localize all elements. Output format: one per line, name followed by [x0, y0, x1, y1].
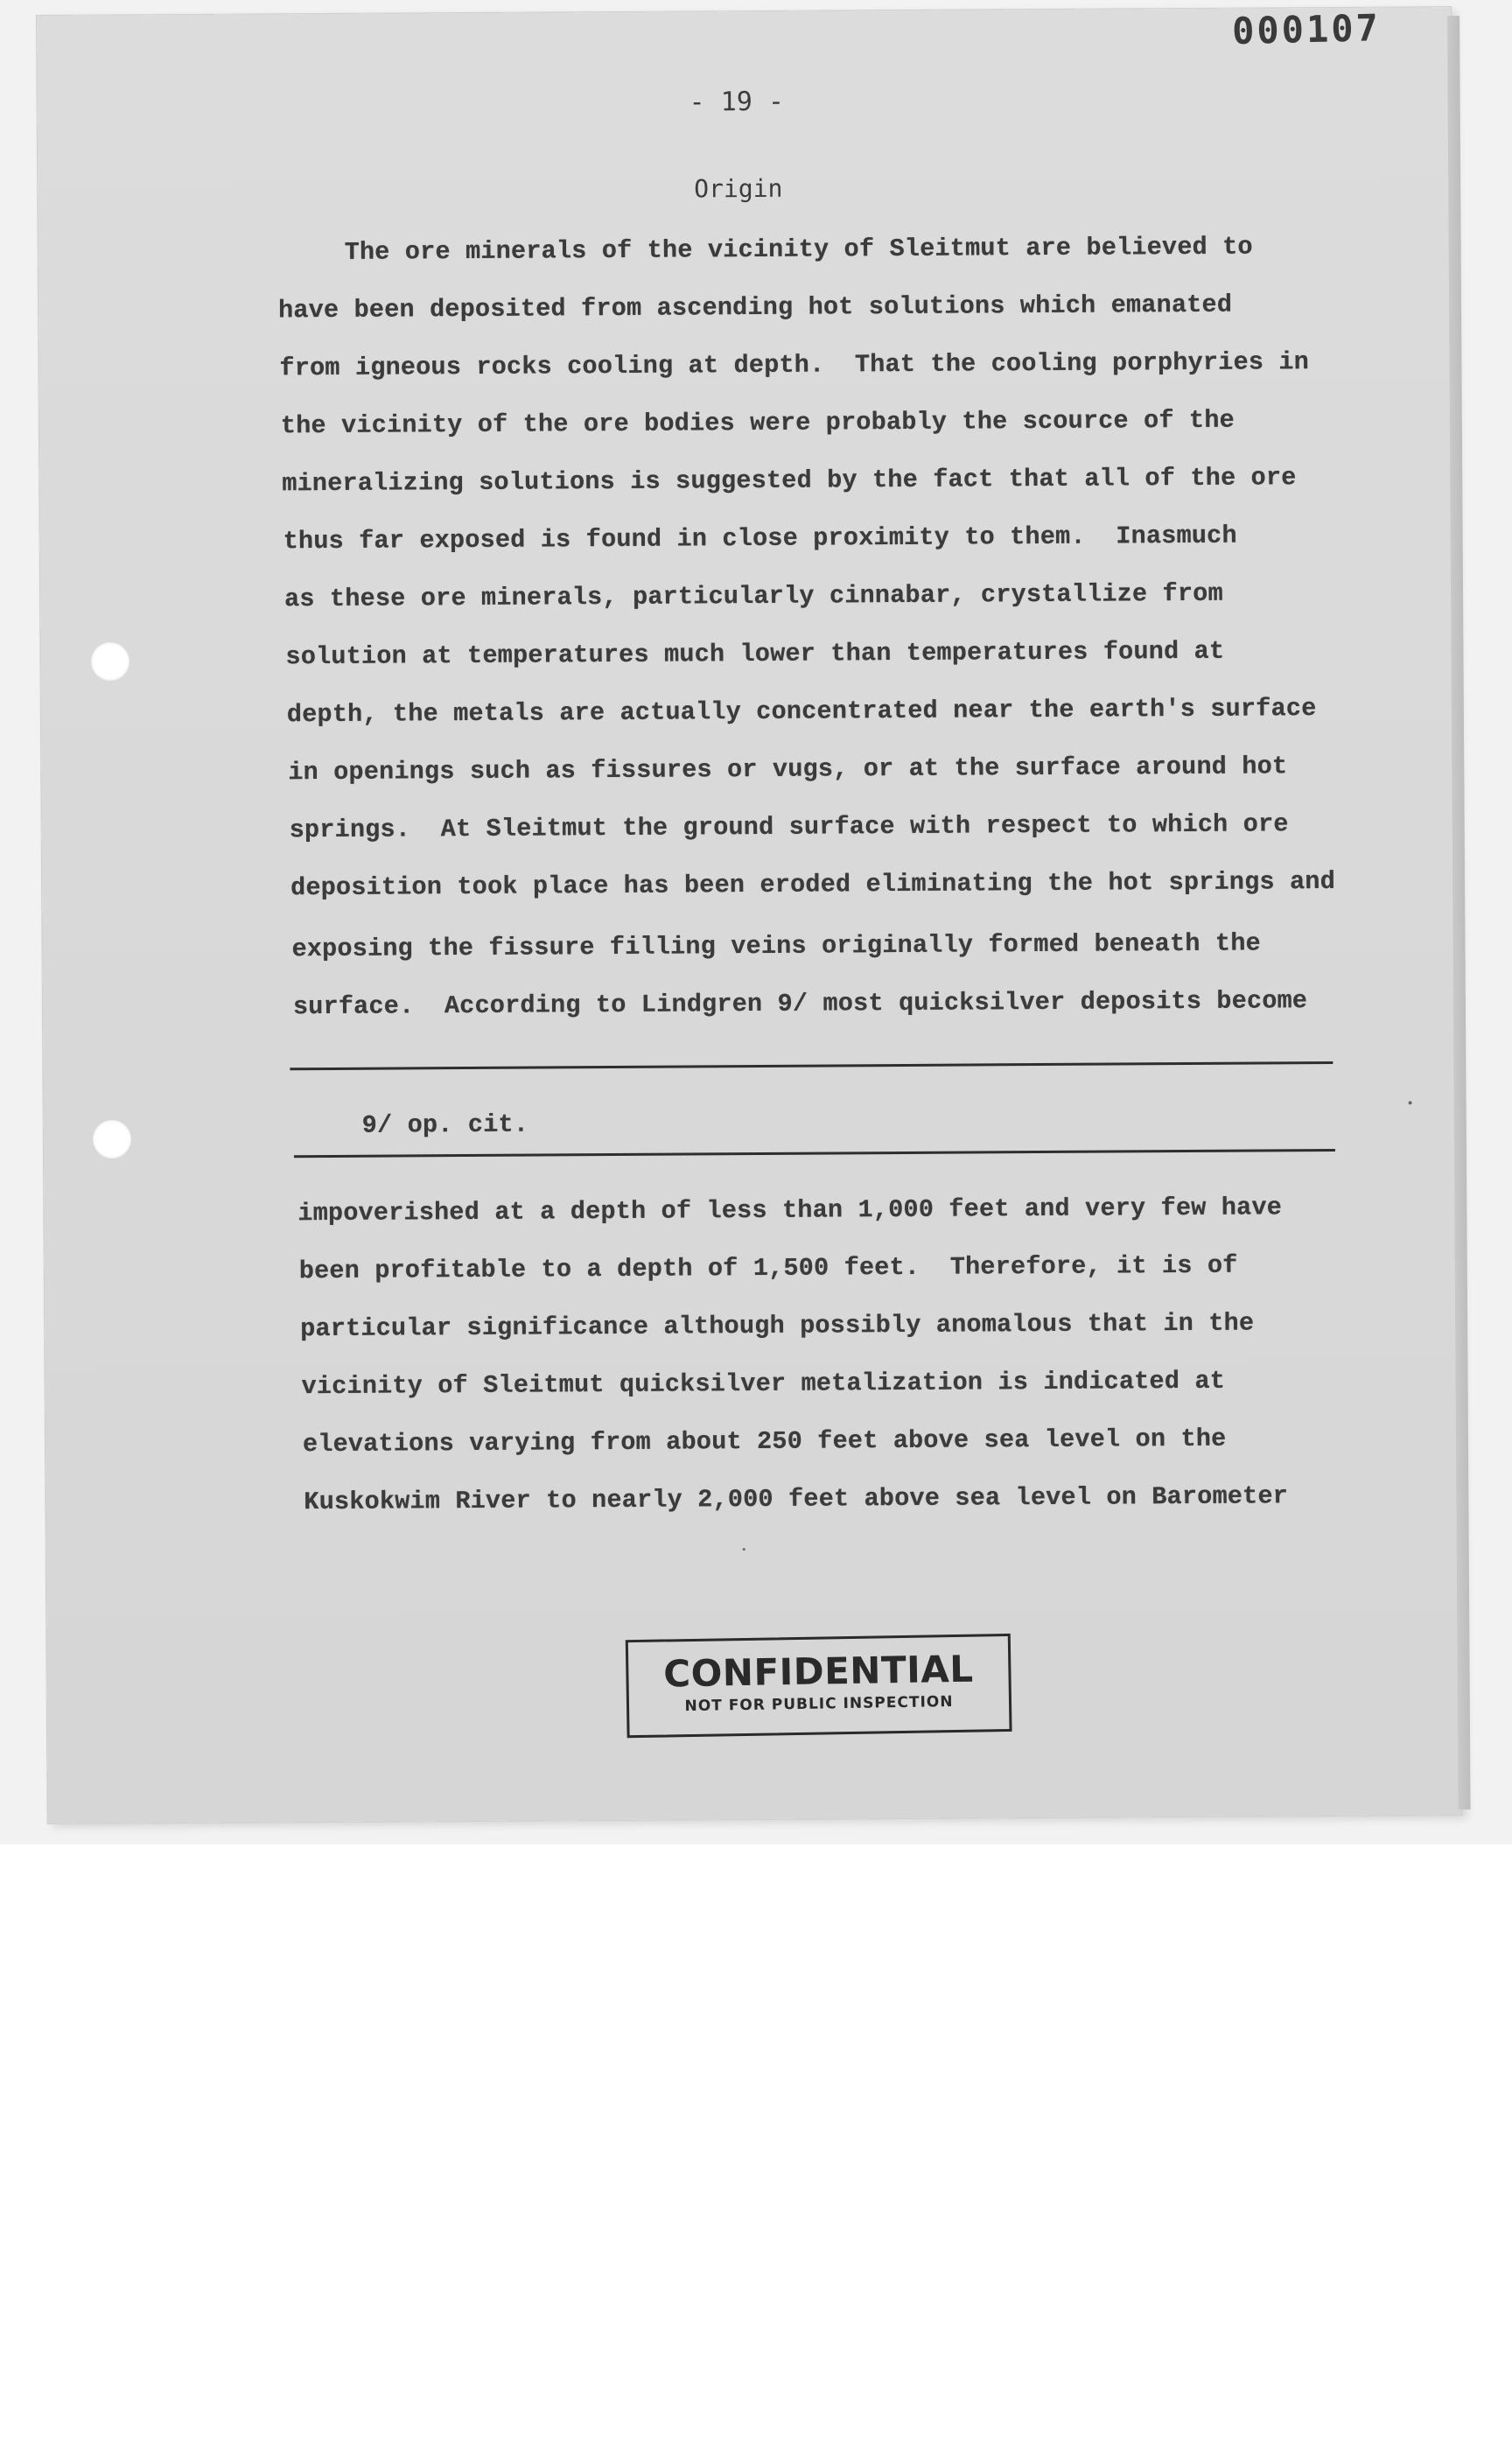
stamp-subtitle: NOT FOR PUBLIC INSPECTION	[684, 1693, 954, 1716]
body-line: springs. At Sleitmut the ground surface with respect to which ore	[289, 809, 1289, 845]
body-line: exposing the fissure filling veins originally formed beneath the	[291, 928, 1261, 964]
footnote: 9/ op. cit.	[361, 1110, 529, 1140]
body-line: surface. According to Lindgren 9/ most quicksilver deposits become	[292, 986, 1308, 1022]
body-line: been profitable to a depth of 1,500 feet. Therefore, it is of	[298, 1250, 1238, 1286]
body-line: as these ore minerals, particularly cinnabar, crystallize from	[284, 578, 1223, 614]
body-line: Kuskokwim River to nearly 2,000 feet above sea level on Barometer	[304, 1481, 1289, 1517]
stamp-title: CONFIDENTIAL	[662, 1647, 974, 1696]
confidential-stamp	[626, 1634, 1012, 1738]
body-line: from igneous rocks cooling at depth. That the cooling porphyries in	[279, 347, 1310, 383]
body-line: in openings such as fissures or vugs, or at the surface around hot	[288, 752, 1288, 788]
footnote-rule-top	[290, 1061, 1333, 1070]
body-line: have been deposited from ascending hot solutions which emanated	[277, 290, 1233, 326]
body-line: mineralizing solutions is suggested by the fact that all of the ore	[282, 463, 1297, 499]
body-line: the vicinity of the ore bodies were probably the scource of the	[280, 405, 1236, 441]
footnote-rule-bottom	[294, 1149, 1335, 1158]
body-line: deposition took place has been eroded eliminating the hot springs and	[290, 866, 1336, 903]
body-line: solution at temperatures much lower than temperatures found at	[285, 636, 1225, 672]
body-line: depth, the metals are actually concentrated near the earth's surface	[286, 694, 1317, 730]
body-line: The ore minerals of the vicinity of Sleitmut are believed to	[344, 232, 1253, 267]
body-line: impoverished at a depth of less than 1,000 feet and very few have	[298, 1193, 1283, 1228]
body-line: thus far exposed is found in close proximity to them. Inasmuch	[283, 521, 1237, 556]
speck	[1409, 1101, 1412, 1104]
punch-hole	[93, 1120, 131, 1158]
document-number: 000107	[1231, 6, 1382, 53]
section-heading: Origin	[694, 173, 783, 204]
body-line: particular significance although possibly anomalous that in the	[300, 1308, 1255, 1344]
page-number: - 19 -	[689, 86, 785, 118]
body-line: vicinity of Sleitmut quicksilver metalization is indicated at	[301, 1366, 1226, 1402]
body-line: elevations varying from about 250 feet above sea level on the	[302, 1424, 1227, 1460]
speck	[743, 1548, 746, 1550]
punch-hole	[91, 642, 130, 681]
document-sheet	[37, 7, 1462, 1824]
sheet-edge-shadow	[1447, 16, 1471, 1810]
